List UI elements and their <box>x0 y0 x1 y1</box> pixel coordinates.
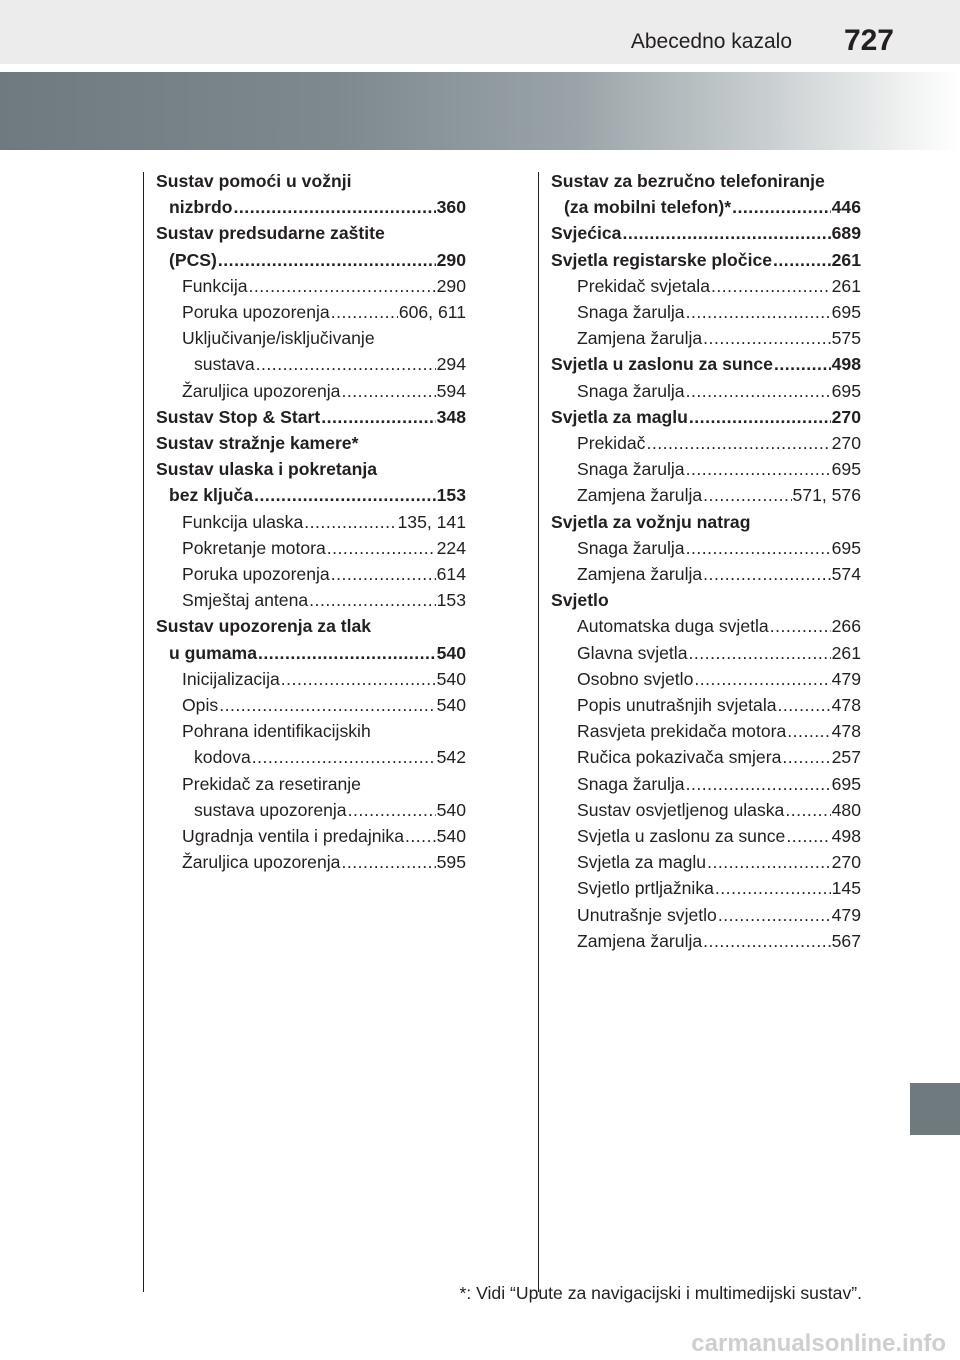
index-entry-label: sustava upozorenja <box>194 799 347 820</box>
index-entry <box>156 613 466 639</box>
index-entry <box>551 823 861 849</box>
index-entry <box>551 351 861 377</box>
index-entry <box>156 194 466 220</box>
index-entry-page: 571, 576 <box>792 485 861 506</box>
index-entry-label: Zamjena žarulja <box>577 328 703 349</box>
dot-leader <box>251 744 436 770</box>
index-entry-label: Sustav ulaska i pokretanja <box>156 459 377 480</box>
index-entry-page: 360 <box>436 197 466 218</box>
dot-leader <box>685 771 831 797</box>
index-entry <box>551 535 861 561</box>
index-entry-label: Inicijalizacija <box>182 668 280 689</box>
index-entry-page: 153 <box>436 590 466 611</box>
dot-leader <box>217 247 436 273</box>
index-entry-label: Ručica pokazivača smjera <box>577 747 782 768</box>
index-entry-label: Funkcija <box>182 275 248 296</box>
dot-leader <box>320 404 435 430</box>
index-entry-page: 257 <box>831 747 861 768</box>
index-entry-page: 540 <box>436 695 466 716</box>
dot-leader <box>710 273 831 299</box>
index-entry <box>551 509 861 535</box>
index-entry-page: 575 <box>831 328 861 349</box>
header-band <box>0 0 960 64</box>
dot-leader <box>785 823 830 849</box>
index-column-left <box>156 168 466 875</box>
index-entry-label: Popis unutrašnjih svjetala <box>577 695 777 716</box>
index-entry <box>551 692 861 718</box>
index-entry <box>156 482 466 508</box>
dot-leader <box>781 744 830 770</box>
dot-leader <box>777 692 831 718</box>
index-entry <box>156 247 466 273</box>
index-entry-page: 479 <box>831 668 861 689</box>
index-entry <box>156 168 466 194</box>
dot-leader <box>706 849 831 875</box>
dot-leader <box>714 875 831 901</box>
index-entry-page: 290 <box>436 249 466 270</box>
index-entry-page: 348 <box>436 406 466 427</box>
index-entry <box>156 456 466 482</box>
index-entry-label: Svjetla u zaslonu za sunce <box>577 826 786 847</box>
index-entry-page: 478 <box>831 695 861 716</box>
index-entry <box>551 666 861 692</box>
index-entry-label: Sustav osvjetljenog ulaska <box>577 799 785 820</box>
index-entry <box>156 404 466 430</box>
index-entry <box>156 744 466 770</box>
index-entry-label: Glavna svjetla <box>577 642 688 663</box>
index-entry-label: Snaga žarulja <box>577 459 685 480</box>
index-entry-label: Smještaj antena <box>182 590 309 611</box>
dot-leader <box>248 273 436 299</box>
dot-leader <box>257 640 436 666</box>
index-entry-page: 270 <box>831 852 861 873</box>
index-entry-label: Sustav Stop & Start <box>156 406 321 427</box>
index-entry-label: Svjetla za maglu <box>551 406 688 427</box>
index-entry-label: sustava <box>194 354 255 375</box>
index-entry-label: Sustav za bezručno telefoniranje <box>551 171 825 191</box>
index-entry <box>156 535 466 561</box>
dot-leader <box>786 718 830 744</box>
index-entry-page: 540 <box>436 799 466 820</box>
dot-leader <box>326 535 436 561</box>
index-entry <box>156 351 466 377</box>
index-entry <box>551 325 861 351</box>
index-entry-page: 540 <box>436 826 466 847</box>
dot-leader <box>688 640 831 666</box>
index-entry-label: Pokretanje motora <box>182 537 326 558</box>
index-entry-label: Uključivanje/isključivanje <box>182 328 375 349</box>
index-entry-page: 574 <box>831 564 861 585</box>
index-entry-label: Osobno svjetlo <box>577 668 694 689</box>
dot-leader <box>717 902 831 928</box>
index-entry <box>156 718 466 744</box>
index-entry-page: 145 <box>831 878 861 899</box>
index-entry-label: bez ključa <box>169 485 254 506</box>
index-entry-label: Poruka upozorenja <box>182 564 330 585</box>
dot-leader <box>330 299 398 325</box>
index-entry-label: Žaruljica upozorenja <box>182 852 341 873</box>
index-entry-page: 261 <box>831 249 861 270</box>
index-entry <box>551 299 861 325</box>
dot-leader <box>404 823 436 849</box>
index-entry <box>551 247 861 273</box>
index-entry-label: Snaga žarulja <box>577 773 685 794</box>
index-entry <box>551 404 861 430</box>
index-entry-label: Žaruljica upozorenja <box>182 380 341 401</box>
index-entry-page: 479 <box>831 904 861 925</box>
index-entry-page: 540 <box>436 642 466 663</box>
dot-leader <box>347 797 436 823</box>
index-entry-page: 290 <box>436 275 466 296</box>
index-entry-label: Funkcija ulaska <box>182 511 304 532</box>
index-entry-label: Prekidač svjetala <box>577 275 710 296</box>
index-entry <box>551 875 861 901</box>
index-entry <box>551 378 861 404</box>
index-entry <box>551 771 861 797</box>
footnote: *: Vidi “Upute za navigacijski i multimedijski sustav”. <box>459 1283 862 1303</box>
index-entry-label: Snaga žarulja <box>577 537 685 558</box>
dot-leader <box>218 692 435 718</box>
index-entry-label: Sustav pomoći u vožnji <box>156 171 352 191</box>
index-entry-page: 695 <box>831 773 861 794</box>
index-entry-label: Svjetlo <box>551 590 609 611</box>
index-entry <box>551 220 861 246</box>
index-entry <box>156 273 466 299</box>
gradient-banner <box>0 72 960 150</box>
index-entry <box>551 928 861 954</box>
index-entry-page: 695 <box>831 302 861 323</box>
index-entry <box>156 823 466 849</box>
dot-leader <box>693 666 830 692</box>
index-entry-page: 478 <box>831 721 861 742</box>
index-entry-label: kodova <box>194 747 251 768</box>
index-entry-page: 595 <box>436 852 466 873</box>
page-number: 727 <box>843 24 894 57</box>
index-entry-page: 261 <box>831 642 861 663</box>
index-entry <box>551 194 861 220</box>
dot-leader <box>685 299 831 325</box>
index-entry-page: 689 <box>831 223 861 244</box>
index-entry-label: Rasvjeta prekidača motora <box>577 721 787 742</box>
index-entry <box>551 640 861 666</box>
dot-leader <box>621 220 830 246</box>
dot-leader <box>685 535 831 561</box>
index-entry <box>551 273 861 299</box>
dot-leader <box>645 430 830 456</box>
index-column-right <box>551 168 861 954</box>
index-entry-page: 542 <box>436 747 466 768</box>
index-entry-page: 695 <box>831 380 861 401</box>
index-entry <box>156 666 466 692</box>
index-entry-label: Prekidač za resetiranje <box>182 773 361 794</box>
section-thumb-tab <box>910 1083 960 1135</box>
index-entry-label: Automatska duga svjetla <box>577 616 769 637</box>
index-entry <box>551 849 861 875</box>
dot-leader <box>702 325 830 351</box>
index-entry-label: Zamjena žarulja <box>577 485 703 506</box>
section-title: Abecedno kazalo <box>630 30 792 53</box>
index-entry <box>156 587 466 613</box>
index-entry <box>551 718 861 744</box>
index-entry <box>551 456 861 482</box>
dot-leader <box>702 561 830 587</box>
index-entry-label: Ugradnja ventila i predajnika <box>182 826 405 847</box>
dot-leader <box>280 666 436 692</box>
index-entry-page: 540 <box>436 668 466 689</box>
index-entry-page: 594 <box>436 380 466 401</box>
index-entry-label: Svjećica <box>551 223 622 244</box>
index-entry-page: 224 <box>436 537 466 558</box>
dot-leader <box>702 928 830 954</box>
dot-leader <box>688 404 831 430</box>
index-entry-label: (PCS) <box>169 249 217 270</box>
index-entry-page: 606, 611 <box>398 302 466 323</box>
dot-leader <box>330 561 436 587</box>
index-entry-page: 261 <box>831 275 861 296</box>
dot-leader <box>685 456 831 482</box>
dot-leader <box>769 613 831 639</box>
dot-leader <box>308 587 435 613</box>
index-entry-label: Svjetlo prtljažnika <box>577 878 714 899</box>
dot-leader <box>340 378 435 404</box>
index-entry-page: 498 <box>831 826 861 847</box>
dot-leader <box>340 849 435 875</box>
index-entry <box>551 561 861 587</box>
index-entry-page: 614 <box>436 564 466 585</box>
dot-leader <box>773 351 831 377</box>
index-entry-page: 695 <box>831 537 861 558</box>
index-entry-label: Prekidač <box>577 433 646 454</box>
index-entry <box>551 902 861 928</box>
index-entry-label: Svjetla za vožnju natrag <box>551 511 751 532</box>
index-entry-page: 270 <box>831 406 861 427</box>
index-entry-page: 294 <box>436 354 466 375</box>
index-entry-page: 266 <box>831 616 861 637</box>
index-entry-label: (za mobilni telefon)* <box>564 197 732 218</box>
index-entry-label: Svjetla registarske pločice <box>551 249 773 270</box>
index-entry-label: Svjetla u zaslonu za sunce <box>551 354 773 375</box>
index-entry <box>156 561 466 587</box>
index-entry-label: Sustav predsudarne zaštite <box>156 223 385 244</box>
dot-leader <box>253 482 436 508</box>
index-entry-label: nizbrdo <box>169 197 233 218</box>
index-entry-label: Poruka upozorenja <box>182 302 330 323</box>
index-entry-page: 135, 141 <box>397 511 466 532</box>
dot-leader <box>255 351 436 377</box>
index-entry <box>551 430 861 456</box>
index-entry <box>156 325 466 351</box>
index-entry-label: Zamjena žarulja <box>577 930 703 951</box>
index-entry <box>156 299 466 325</box>
index-entry-page: 567 <box>831 930 861 951</box>
index-entry-page: 498 <box>831 354 861 375</box>
index-entry <box>551 797 861 823</box>
dot-leader <box>702 482 791 508</box>
index-entry-page: 695 <box>831 459 861 480</box>
dot-leader <box>784 797 830 823</box>
index-entry <box>156 509 466 535</box>
index-entry <box>156 430 466 456</box>
index-entry-label: Svjetla za maglu <box>577 852 707 873</box>
index-entry-page: 446 <box>831 197 861 218</box>
index-entry-label: Pohrana identifikacijskih <box>182 721 371 742</box>
index-entry <box>156 640 466 666</box>
dot-leader <box>303 509 396 535</box>
index-entry <box>156 220 466 246</box>
index-entry <box>156 692 466 718</box>
index-entry-label: Snaga žarulja <box>577 380 685 401</box>
index-entry-page: 480 <box>831 799 861 820</box>
index-entry-label: Opis <box>182 695 219 716</box>
dot-leader <box>731 194 831 220</box>
index-entry <box>551 613 861 639</box>
index-entry-label: Unutrašnje svjetlo <box>577 904 717 925</box>
watermark: carmanualsonline.info <box>691 1330 946 1357</box>
dot-leader <box>772 247 831 273</box>
dot-leader <box>233 194 436 220</box>
column-rule-middle <box>538 172 539 1292</box>
index-entry-page: 270 <box>831 433 861 454</box>
index-entry <box>551 168 861 194</box>
index-entry <box>156 797 466 823</box>
column-rule-left <box>143 172 144 1292</box>
index-entry <box>156 771 466 797</box>
index-entry-label: Snaga žarulja <box>577 302 685 323</box>
index-entry-label: u gumama <box>169 642 257 663</box>
index-entry <box>156 849 466 875</box>
index-entry-label: Sustav upozorenja za tlak <box>156 616 372 637</box>
index-entry-label: Zamjena žarulja <box>577 564 703 585</box>
index-entry <box>551 482 861 508</box>
index-entry <box>551 587 861 613</box>
index-entry <box>156 378 466 404</box>
dot-leader <box>685 378 831 404</box>
index-entry-label: Sustav stražnje kamere* <box>156 433 359 454</box>
index-entry-page: 153 <box>436 485 466 506</box>
index-entry <box>551 744 861 770</box>
